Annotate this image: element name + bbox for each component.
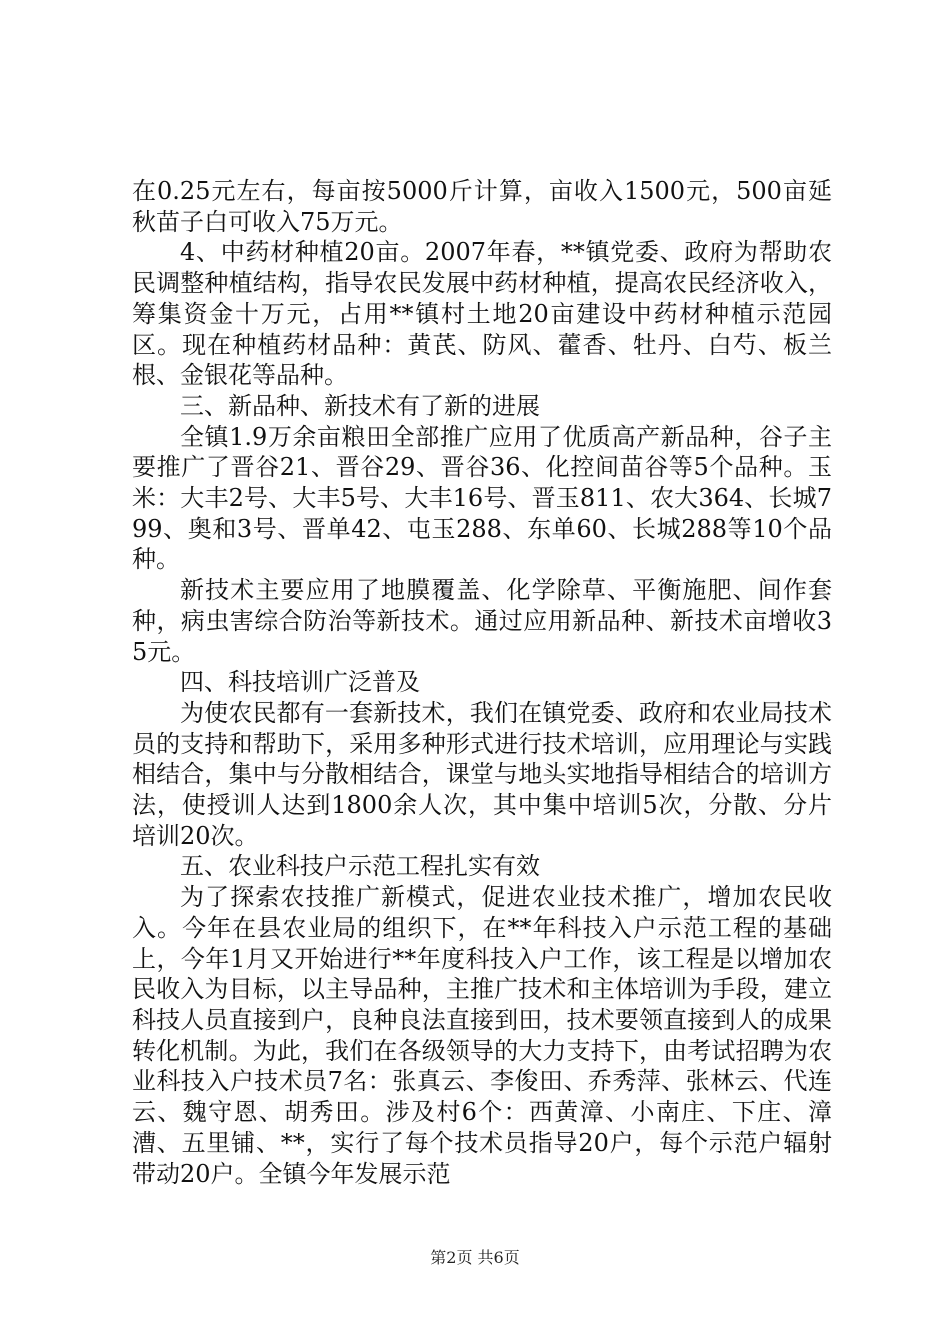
document-body [132,176,832,1189]
section-heading-5: 五、农业科技户示范工程扎实有效 [180,852,540,881]
section-heading-3: 三、新品种、新技术有了新的进展 [180,391,540,420]
paragraph-1: 在0.25元左右，每亩按5000斤计算，亩收入1500元，500亩延秋苗子白可收入75万元。 [132,177,832,236]
paragraph-9: 为了探索农技推广新模式，促进农业技术推广，增加农民收入。今年在县农业局的组织下，在**年科技入户示范工程的基础上，今年1月又开始进行**年度科技入户工作，该工程是以增加农民收入为目标，以主导品种，主推广技术和主体培训为手段，建立科技人员直接到户，良种良法直接到田，技术要领直接到人的成果转化机制。为此，我们在各级领导的大力支持下，由考试招聘为农业科技入户技术员7名：张真云、李俊田、乔秀萍、张林云、代连云、魏守恩、胡秀田。涉及村6个：西黄漳、小南庄、下庄、漳漕、五里铺、**，实行了每个技术员指导20户，每个示范户辐射带动20户。全镇今年发展示范 [132,883,832,1188]
section-heading-4: 四、科技培训广泛普及 [180,668,420,697]
paragraph-2: 4、中药材种植20亩。2007年春，**镇党委、政府为帮助农民调整种植结构，指导农民发展中药材种植，提高农民经济收入，筹集资金十万元，占用**镇村土地20亩建设中药材种植示范园区。现在种植药材品种：黄芪、防风、藿香、牡丹、白芍、板兰根、金银花等品种。 [132,238,832,390]
paragraph-5: 新技术主要应用了地膜覆盖、化学除草、平衡施肥、间作套种，病虫害综合防治等新技术。通过应用新品种、新技术亩增收35元。 [132,576,832,666]
paragraph-4: 全镇1.9万余亩粮田全部推广应用了优质高产新品种，谷子主要推广了晋谷21、晋谷29、晋谷36、化控间苗谷等5个品种。玉米：大丰2号、大丰5号、大丰16号、晋玉811、农大364、长城799、奥和3号、晋单42、屯玉288、东单60、长城288等10个品种。 [132,422,832,574]
page-footer: 第2页 共6页 [430,1248,520,1267]
paragraph-7: 为使农民都有一套新技术，我们在镇党委、政府和农业局技术员的支持和帮助下，采用多种形式进行技术培训，应用理论与实践相结合，集中与分散相结合，课堂与地头实地指导相结合的培训方法，使授训人达到1800余人次，其中集中培训5次，分散、分片培训20次。 [132,698,832,850]
